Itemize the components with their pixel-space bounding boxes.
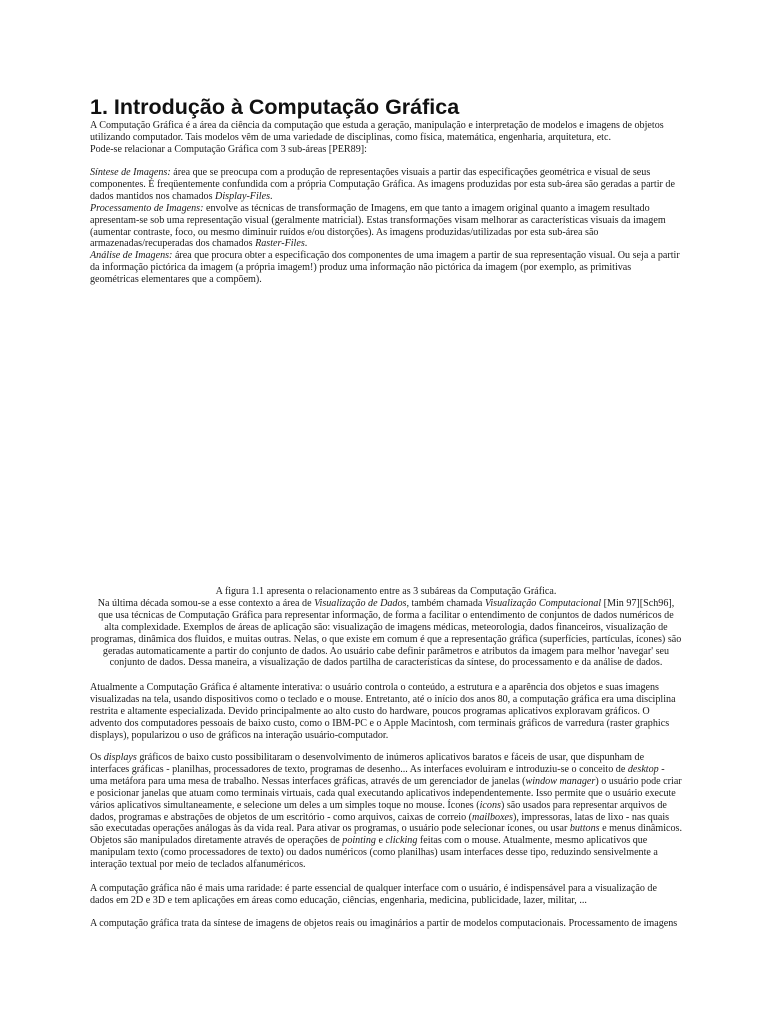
- subarea-processing: [90, 203, 682, 251]
- text-run: , também chamada: [406, 597, 485, 609]
- emphasis-run: buttons: [569, 823, 600, 835]
- last-paragraph: [90, 918, 682, 930]
- intro-section: [90, 120, 682, 156]
- subarea-term: Processamento de Imagens:: [90, 202, 204, 214]
- emphasis-run: desktop: [627, 763, 659, 775]
- paragraph-text: A computação gráfica não é mais uma raridade: é parte essencial de qualquer interface com o usuário, é indispensável para a visualização de dados em 2D e 3D e tem aplicações em áreas como educação, ciências, engenharia, medicina, publicidade, lazer, militar, ...: [90, 883, 657, 906]
- interactive-paragraph: [90, 682, 682, 742]
- subarea-text: área que se preocupa com a produção de representações visuais a partir das especificações geométrica e visual de seus componentes. É freqüentemente confundida com a própria Computação Gráfica. As imagens produzidas por esta sub-área são geradas a partir de dados mantidos nos chamados: [90, 167, 675, 202]
- visualization-paragraph: [90, 598, 682, 669]
- subarea-term: Análise de Imagens:: [90, 250, 173, 262]
- text-run: e menus dinâmicos. Objetos são manipulados diretamente através de operações de: [90, 823, 682, 847]
- subarea-tail: .: [304, 238, 308, 250]
- emphasis-run: Visualização Computacional: [484, 597, 602, 609]
- text-run: feitas com o mouse. Atualmente, mesmo aplicativos que manipulam texto (como processadores de texto) ou dados numéricos (como planilhas) usam interfaces desse tipo, reduzindo sensivelmente a interação textual por meio de teclados alfanuméricos.: [90, 835, 658, 871]
- emphasis-run: pointing: [342, 835, 376, 847]
- paragraph-text: [90, 752, 682, 871]
- text-run: Os: [90, 752, 104, 763]
- subarea-tail: .: [270, 190, 273, 202]
- figure-caption: A figura 1.1 apresenta o relacionamento entre as 3 subáreas da Computação Gráfica.: [215, 586, 557, 597]
- subarea-emphasis: Display-Files: [215, 190, 270, 202]
- text-run: gráficos de baixo custo possibilitaram o desenvolvimento de inúmeros aplicativos baratos e fáceis de usar, que dispunham de interfaces gráficas - planilhas, processadores de texto, programas de desenho... As interfaces evoluiram e introduziu-se o conceito de: [90, 752, 645, 775]
- subarea-synthesis: [90, 167, 682, 203]
- subarea-term: Síntese de Imagens:: [90, 167, 171, 178]
- text-run: ), impressoras, latas de lixo - nas quais são executadas operações análogas às da vida real. Para ativar os programas, o usuário pode selecionar ícones, ou usar: [90, 811, 670, 835]
- subareas-section: [90, 167, 682, 286]
- subareas-lead: Pode-se relacionar a Computação Gráfica com 3 sub-áreas [PER89]:: [90, 143, 367, 155]
- emphasis-run: displays: [103, 752, 137, 763]
- page-title: 1. Introdução à Computação Gráfica: [90, 95, 460, 119]
- emphasis-run: clicking: [385, 835, 418, 847]
- subarea-text: área que procura obter a especificação dos componentes de uma imagem a partir de sua representação visual. Ou seja a partir da informação pictórica da imagem (a própria imagem!) produz uma informação não pictórica da imagem (por exemplo, as primitivas geométricas elementares que a compõem).: [90, 250, 680, 286]
- text-run: [Min 97][Sch96], que usa técnicas de Computação Gráfica para representar informação, de forma a facilitar o entendimento de conjuntos de dados numéricos de alta complexidade. Exemplos de áreas de aplicação são: visualização de imagens médicas, meteorologia, dados financeiros, visualização de programas, dinâmica dos fluidos, e muitas outras. Nelas, o que existe em comum é que a representação gráfica (superfícies, partículas, ícones) são geradas automaticamente a partir do conjunto de dados. Ao usuário cabe definir parâmetros e atributos da imagem para melhor 'navegar' seu conjunto de dados. Dessa maneira, a visualização de dados partilha de características da síntese, do processamento e da análise de dados.: [90, 597, 682, 669]
- intro-paragraph: A Computação Gráfica é a área da ciência da computação que estuda a geração, manipulação e interpretação de modelos e imagens de objetos utilizando computador. Tais modelos vêm de uma variedade de disciplinas, como física, matemática, engenharia, arquitetura, etc.: [90, 120, 664, 143]
- emphasis-run: Visualização de Dados: [314, 597, 407, 609]
- text-run: ) o usuário pode criar e posicionar janelas que atuam como terminais virtuais, cada qual executando aplicativos independentemente. Isso permite que o usuário execute vários aplicativos simultaneamente, e selecione um deles a um simples toque no mouse. Ícones (: [90, 775, 682, 811]
- paragraph-text: Atualmente a Computação Gráfica é altamente interativa: o usuário controla o conteúdo, a estrutura e a aparência dos objetos e suas imagens visualizadas na tela, usando dispositivos como o teclado e o mouse. Entretanto, até o início dos anos 80, a computação gráfica era uma disciplina restrita e altamente especializada. Devido principalmente ao alto custo do hardware, poucos programas aplicativos exploravam gráficos. O advento dos computadores pessoais de baixo custo, como o IBM-PC e o Apple Macintosh, com terminais gráficos de varredura (raster graphics displays), popularizou o uso de gráficos na interação usuário-computador.: [90, 682, 676, 741]
- text-run: Na última década somou-se a esse contexto a área de: [97, 597, 315, 609]
- emphasis-run: window manager: [525, 775, 596, 787]
- visualization-section: [90, 586, 682, 669]
- essential-paragraph: [90, 883, 682, 907]
- subarea-emphasis: Raster-Files: [255, 238, 305, 250]
- subarea-analysis: [90, 250, 682, 286]
- text-run: - uma metáfora para uma mesa de trabalho. Nessas interfaces gráficas, através de um gerenciador de janelas (: [90, 763, 665, 787]
- emphasis-run: icons: [479, 799, 501, 811]
- subarea-text: envolve as técnicas de transformação de Imagens, em que tanto a imagem original quanto a imagem resultado apresentam-se sob uma representação visual (geralmente matricial). Estas transformações visam melhorar as características visuais da imagem (aumentar contraste, foco, ou mesmo diminuir ruídos e/ou distorções). As imagens produzidas/utilizadas por esta sub-área são armazenadas/recuperadas dos chamados: [90, 202, 666, 250]
- text-run: ) são usados para representar arquivos de dados, programas e abstrações de objetos de um escritório - como arquivos, caixas de correio (: [90, 799, 667, 823]
- paragraph-text: A computação gráfica trata da síntese de imagens de objetos reais ou imaginários a partir de modelos computacionais. Processamento de imagens: [90, 918, 678, 929]
- emphasis-run: mailboxes: [472, 811, 513, 823]
- displays-paragraph: [90, 752, 682, 871]
- text-run: e: [375, 835, 386, 847]
